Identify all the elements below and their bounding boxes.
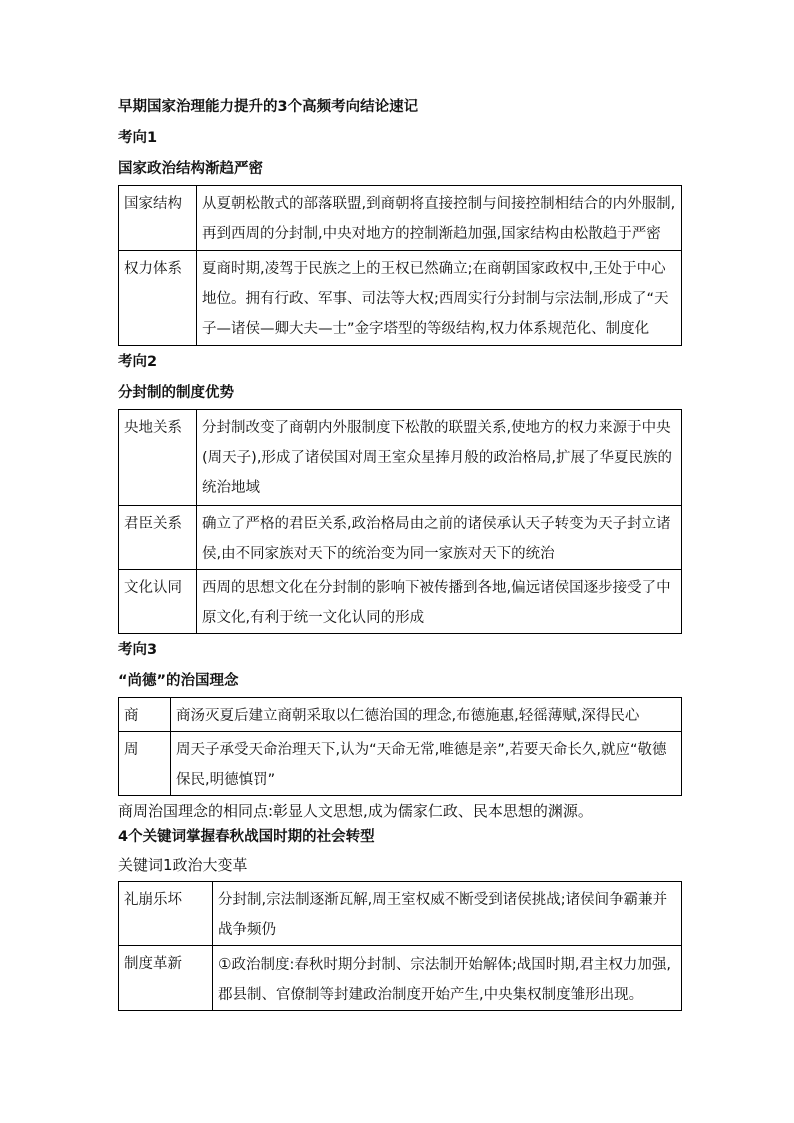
section4-heading: 4个关键词掌握春秋战国时期的社会转型 (118, 829, 375, 845)
table-row (119, 946, 682, 1011)
table-row (119, 698, 682, 732)
table-row (119, 732, 682, 796)
row-key: 商 (119, 698, 171, 732)
row-key: 国家结构 (119, 186, 197, 251)
table-row (119, 506, 682, 570)
section4-subheading: 关键词1政治大变革 (118, 856, 248, 874)
row-key: 周 (119, 732, 171, 796)
section4-table (118, 881, 682, 1011)
row-value: 西周的思想文化在分封制的影响下被传播到各地,偏远诸侯国逐步接受了中原文化,有利于统一文化认同的形成 (197, 570, 682, 634)
row-value: 分封制,宗法制逐渐瓦解,周王室权威不断受到诸侯挑战;诸侯间争霸兼并战争频仍 (213, 882, 682, 946)
document-title: 早期国家治理能力提升的3个高频考向结论速记 (118, 99, 419, 115)
section3-note: 商周治国理念的相同点:彰显人文思想,成为儒家仁政、民本思想的渊源。 (118, 802, 593, 820)
row-key: 君臣关系 (119, 506, 197, 570)
section2-label: 考向2 (118, 354, 158, 370)
row-value: 商汤灭夏后建立商朝采取以仁德治国的理念,布德施惠,轻徭薄赋,深得民心 (171, 698, 682, 732)
row-value: 确立了严格的君臣关系,政治格局由之前的诸侯承认天子转变为天子封立诸侯,由不同家族对天下的统治变为同一家族对天下的统治 (197, 506, 682, 570)
row-value: 分封制改变了商朝内外服制度下松散的联盟关系,使地方的权力来源于中央(周天子),形成了诸侯国对周王室众星捧月般的政治格局,扩展了华夏民族的统治地域 (197, 410, 682, 506)
row-key: 权力体系 (119, 251, 197, 346)
row-value (213, 946, 682, 1011)
section3-heading: “尚德”的治国理念 (118, 673, 239, 689)
table-row (119, 570, 682, 634)
row-value: 周天子承受天命治理天下,认为“天命无常,唯德是亲”,若要天命长久,就应“敬德保民,明德慎罚” (171, 732, 682, 796)
document-page (118, 98, 682, 1011)
row-key: 央地关系 (119, 410, 197, 506)
table-row (119, 410, 682, 506)
section1-heading: 国家政治结构渐趋严密 (118, 161, 263, 177)
section1-table (118, 185, 682, 346)
table-row (119, 186, 682, 251)
circled-number-marker: ① (218, 955, 232, 973)
section2-table (118, 409, 682, 634)
section2-heading: 分封制的制度优势 (118, 385, 234, 401)
row-value-text: 政治制度:春秋时期分封制、宗法制开始解体;战国时期,君主权力加强,郡县制、官僚制等封建政治制度开始产生,中央集权制度雏形出现。 (218, 957, 671, 1003)
row-value: 夏商时期,凌驾于民族之上的王权已然确立;在商朝国家政权中,王处于中心地位。拥有行政、军事、司法等大权;西周实行分封制与宗法制,形成了“天子—诸侯—卿大夫—士”金字塔型的等级结构,权力体系规范化、制度化 (197, 251, 682, 346)
row-key: 礼崩乐坏 (119, 882, 213, 946)
section3-table (118, 697, 682, 796)
row-value: 从夏朝松散式的部落联盟,到商朝将直接控制与间接控制相结合的内外服制,再到西周的分封制,中央对地方的控制渐趋加强,国家结构由松散趋于严密 (197, 186, 682, 251)
table-row (119, 882, 682, 946)
row-key: 文化认同 (119, 570, 197, 634)
section1-label: 考向1 (118, 130, 158, 146)
row-key: 制度革新 (119, 946, 213, 1011)
table-row (119, 251, 682, 346)
section3-label: 考向3 (118, 642, 158, 658)
